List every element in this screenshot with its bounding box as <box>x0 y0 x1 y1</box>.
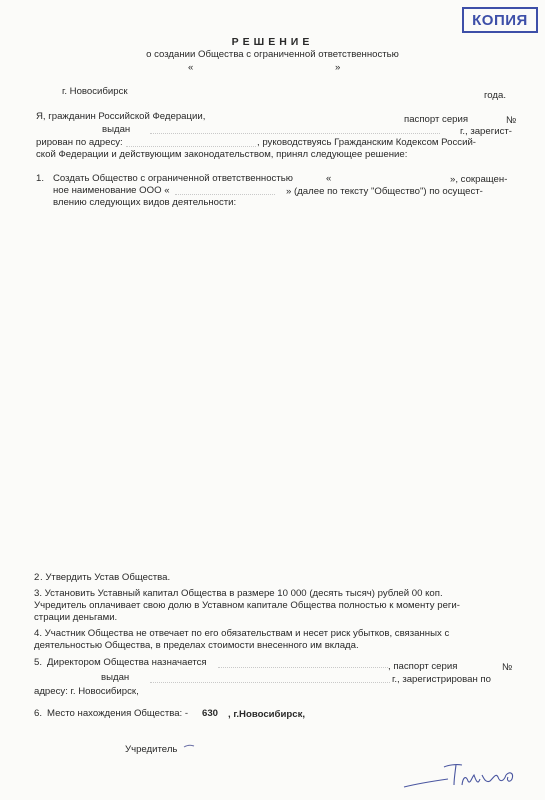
item-5-registered-label: г., зарегистрирован по <box>392 674 491 685</box>
intro-line-3-right: , руководствуясь Гражданским Кодексом Россий- <box>257 137 476 148</box>
item-4-line-1: 4. Участник Общества не отвечает по его обязательствам и несет риск убытков, связанных с <box>34 628 450 639</box>
document-title: РЕШЕНИЕ <box>231 36 314 48</box>
intro-passport-no: № <box>506 115 517 126</box>
item-5-director-blank <box>218 658 388 668</box>
intro-passport-label: паспорт серия <box>404 114 469 125</box>
item-5-passport-no: № <box>502 662 513 673</box>
item-6-number: 6. <box>34 708 43 719</box>
item-5-number: 5. <box>34 657 43 668</box>
item-1-line-1-left: Создать Общество с ограниченной ответственностью <box>53 173 293 184</box>
document-subtitle: о создании Общества с ограниченной ответственностью <box>146 49 399 60</box>
company-name-quote-close: » <box>335 62 341 73</box>
item-5-issued-blank <box>150 673 390 683</box>
item-5-line-1-left: Директором Общества назначается <box>47 657 207 668</box>
intro-address-blank <box>126 137 256 147</box>
item-3-line-2: Учредитель оплачивает свою долю в Уставном капитале Общества полностью к моменту реги- <box>34 600 460 611</box>
intro-line-1-left: Я, гражданин Российской Федерации, <box>36 111 206 122</box>
intro-address-label: рирован по адресу: <box>36 137 123 148</box>
item-2-number: 2 <box>34 572 40 583</box>
intro-issued-label: выдан <box>102 124 131 135</box>
item-1-quote-open: « <box>326 173 332 184</box>
item-5-address-label: адресу: г. Новосибирск, <box>34 686 139 697</box>
item-3-line-1: 3. Установить Уставный капитал Общества в размере 10 000 (десять тысяч) рублей 00 коп. <box>34 588 443 599</box>
item-1-short-name-blank <box>175 185 275 195</box>
item-1-line-2-right: » (далее по тексту "Общество") по осущест- <box>286 186 483 197</box>
item-1-line-1-right: », сокращен- <box>450 174 508 185</box>
item-6-city: , г.Новосибирск, <box>228 709 306 720</box>
company-name-quote-open: « <box>188 62 194 73</box>
item-1-line-3: влению следующих видов деятельности: <box>53 197 237 208</box>
item-1-line-2-left: ное наименование ООО « <box>53 185 170 196</box>
founder-label: Учредитель <box>125 744 178 755</box>
item-6-zip: 630 <box>202 708 219 719</box>
intro-registered-label: г., зарегист- <box>460 126 512 137</box>
item-5-passport-label: , паспорт серия <box>388 661 458 672</box>
copy-stamp: КОПИЯ <box>462 7 538 33</box>
item-4-line-2: деятельностью Общества, в пределах стоимости внесенного им вклада. <box>34 640 359 651</box>
item-6-text: Место нахождения Общества: - <box>47 708 189 719</box>
item-2-text: . Утвердить Устав Общества. <box>40 572 171 583</box>
intro-issued-blank <box>150 124 440 134</box>
item-5-issued-label: выдан <box>101 672 130 683</box>
founder-signature-mark <box>183 743 195 749</box>
date-year-suffix: года. <box>484 90 507 101</box>
item-1-number: 1. <box>36 173 45 184</box>
item-3-line-3: страции деньгами. <box>34 612 118 623</box>
city-label: г. Новосибирск <box>62 86 128 97</box>
handwritten-signature <box>400 755 530 795</box>
intro-line-4: ской Федерации и действующим законодательством, принял следующее решение: <box>36 149 408 160</box>
